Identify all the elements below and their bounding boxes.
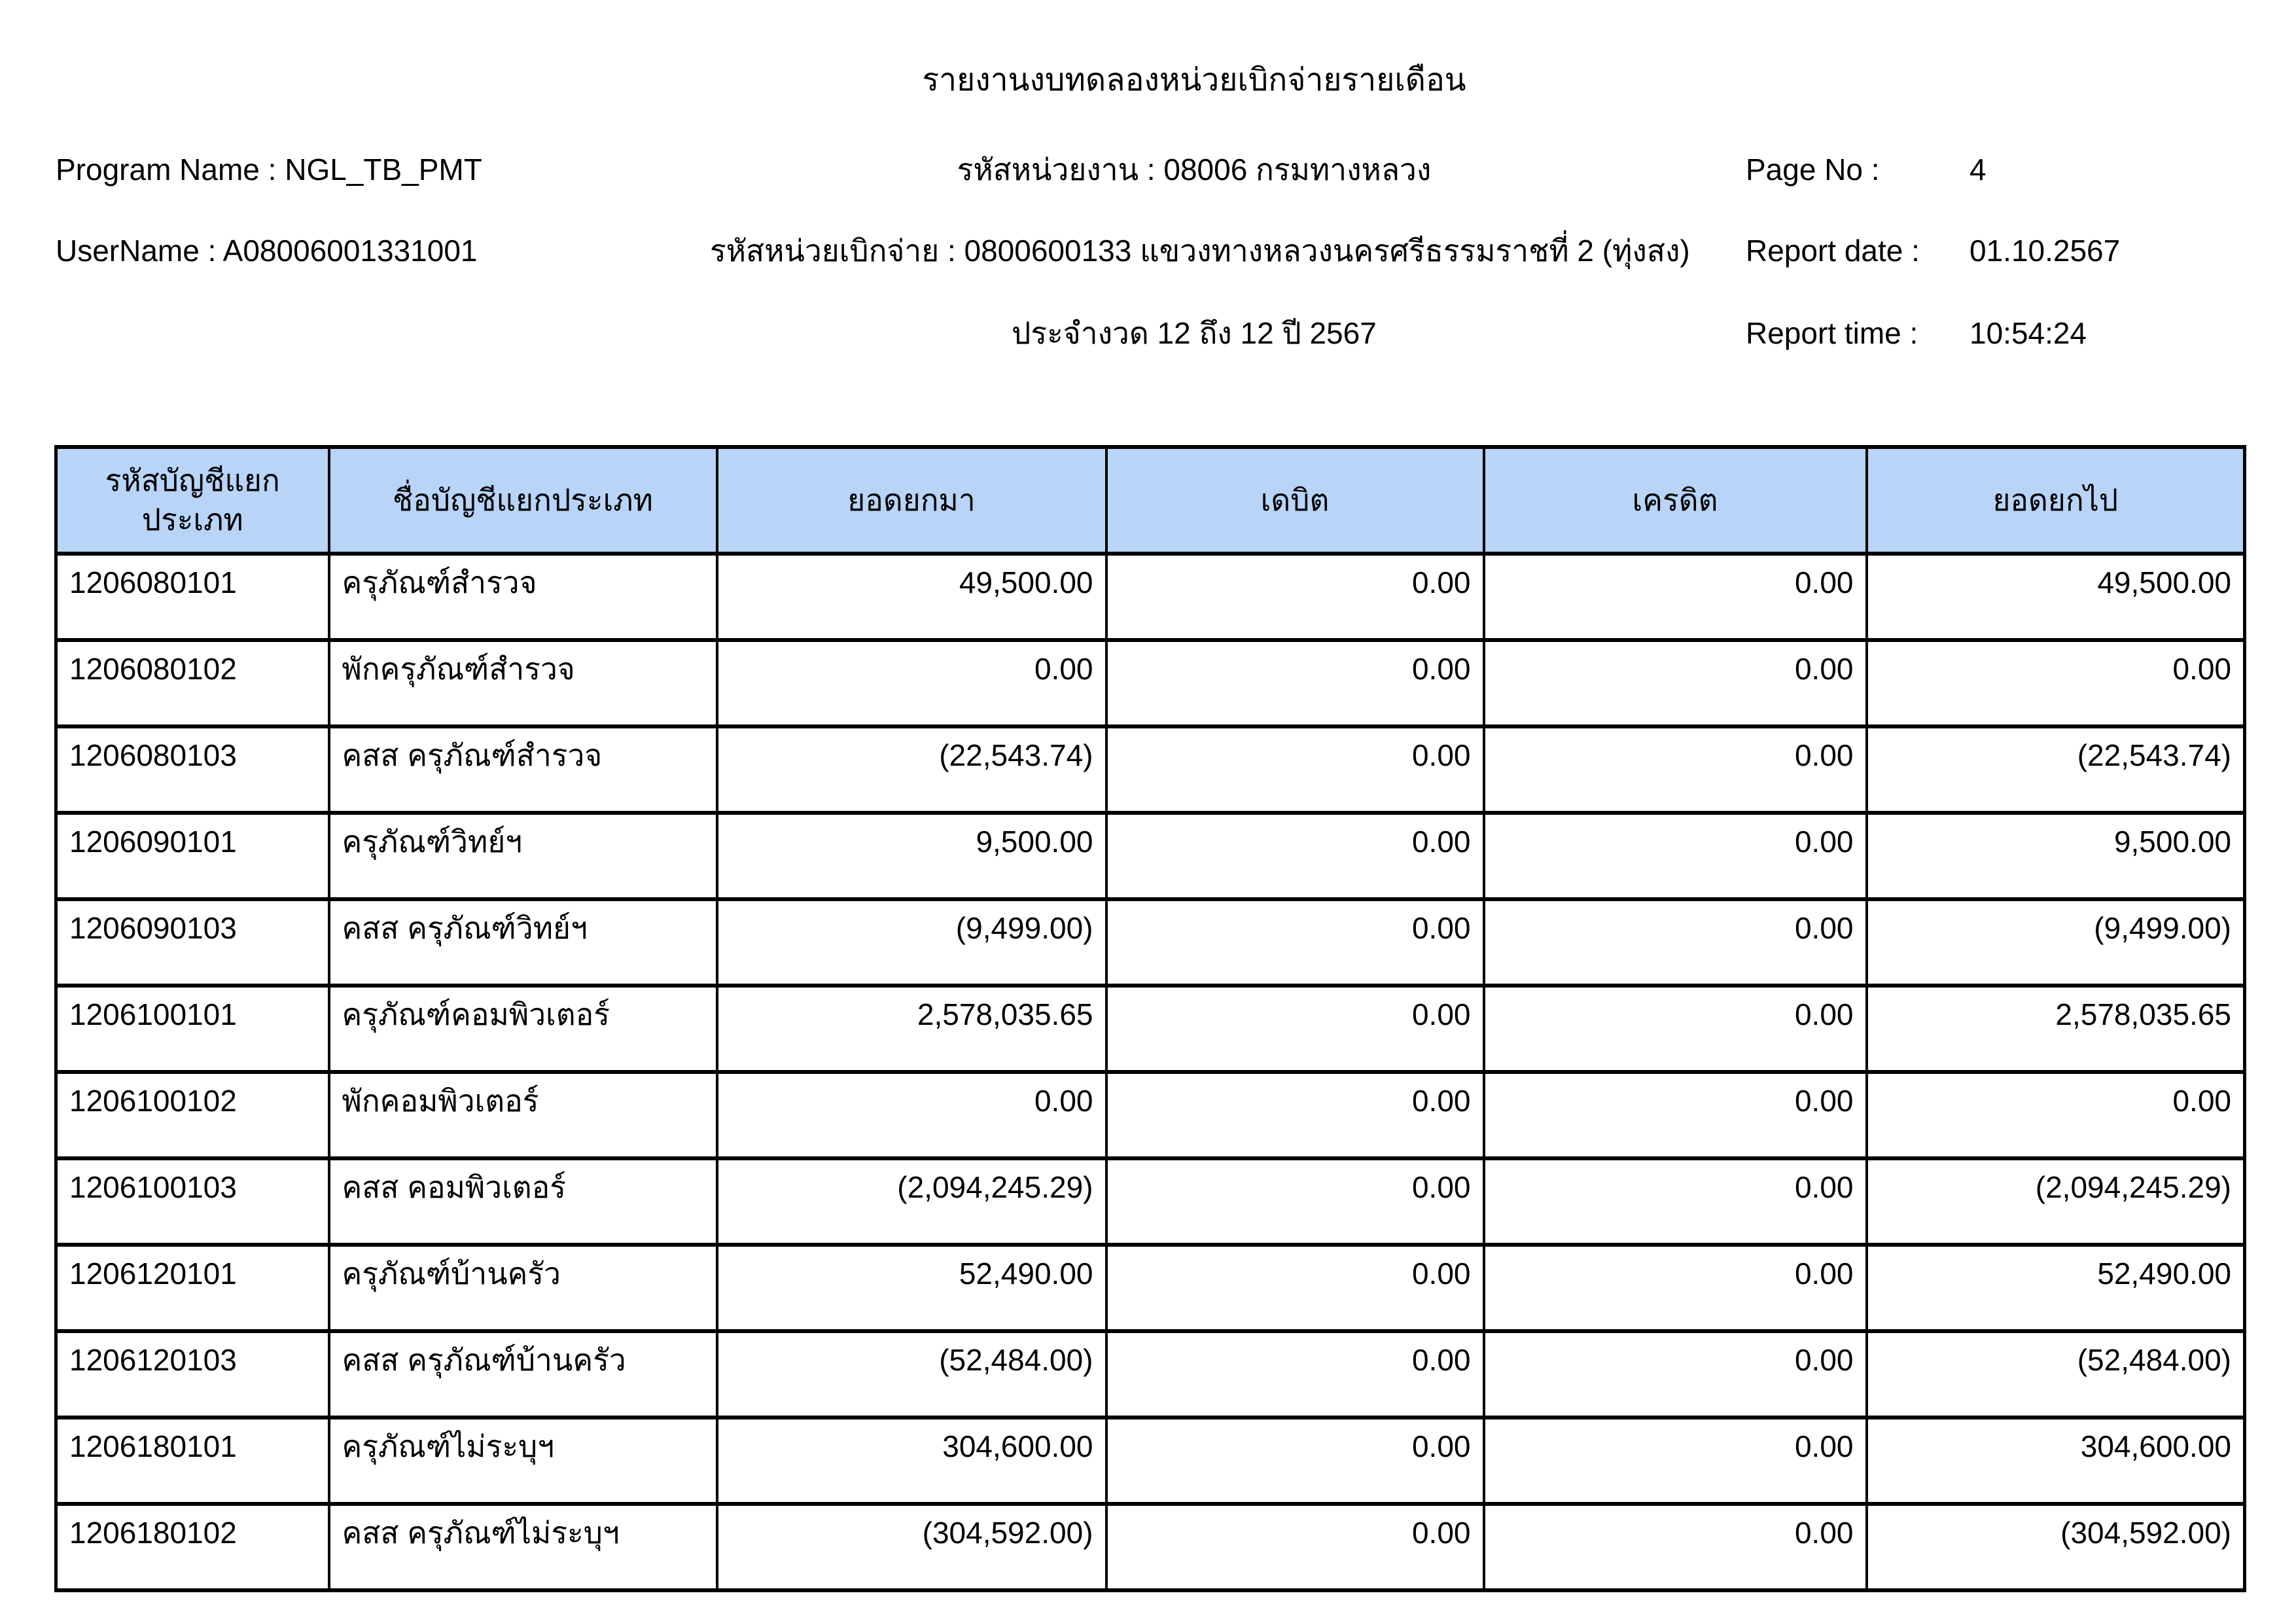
cell-credit: 0.00	[1484, 986, 1867, 1072]
cell-account-code: 1206180101	[56, 1418, 329, 1504]
period-line: ประจำงวด 12 ถึง 12 ปี 2567	[1012, 316, 1377, 350]
report-time-label: Report time :	[1746, 316, 1918, 350]
cell-credit: 0.00	[1484, 640, 1867, 726]
cell-account-name: คสส ครุภัณฑ์สำรวจ	[329, 726, 717, 813]
cell-opening-balance: 0.00	[717, 1072, 1106, 1158]
report-date-label: Report date :	[1746, 234, 1920, 268]
cell-account-name: ครุภัณฑ์สำรวจ	[329, 554, 717, 640]
cell-opening-balance: 9,500.00	[717, 813, 1106, 899]
table-header-row	[56, 447, 2245, 554]
page-no-value: 4	[1969, 152, 1987, 187]
column-header: เครดิต	[1484, 447, 1867, 554]
table-row	[56, 1418, 2245, 1504]
cell-opening-balance: (304,592.00)	[717, 1504, 1106, 1590]
username-value: A08006001331001	[222, 234, 478, 268]
table-body	[56, 554, 2245, 1590]
column-header: ยอดยกมา	[717, 447, 1106, 554]
cell-credit: 0.00	[1484, 813, 1867, 899]
cell-credit: 0.00	[1484, 554, 1867, 640]
cell-closing-balance: 304,600.00	[1867, 1418, 2245, 1504]
cell-account-name: ครุภัณฑ์บ้านครัว	[329, 1245, 717, 1331]
cell-debit: 0.00	[1106, 726, 1484, 813]
cell-opening-balance: (22,543.74)	[717, 726, 1106, 813]
table-row	[56, 1158, 2245, 1245]
report-title: รายงานงบทดลองหน่วยเบิกจ่ายรายเดือน	[922, 63, 1466, 98]
cell-account-code: 1206120103	[56, 1331, 329, 1418]
cell-debit: 0.00	[1106, 986, 1484, 1072]
cell-opening-balance: 52,490.00	[717, 1245, 1106, 1331]
column-header: เดบิต	[1106, 447, 1484, 554]
cell-debit: 0.00	[1106, 640, 1484, 726]
cell-debit: 0.00	[1106, 1245, 1484, 1331]
cell-debit: 0.00	[1106, 899, 1484, 986]
table-row	[56, 726, 2245, 813]
cell-debit: 0.00	[1106, 1331, 1484, 1418]
table-row	[56, 813, 2245, 899]
username-label: UserName :	[56, 234, 217, 268]
cell-account-code: 1206090103	[56, 899, 329, 986]
program-name-label: Program Name :	[56, 152, 277, 187]
report-date-value: 01.10.2567	[1969, 234, 2121, 268]
cell-closing-balance: 0.00	[1867, 640, 2245, 726]
table-row	[56, 986, 2245, 1072]
cell-closing-balance: (22,543.74)	[1867, 726, 2245, 813]
cell-closing-balance: (2,094,245.29)	[1867, 1158, 2245, 1245]
cell-credit: 0.00	[1484, 1072, 1867, 1158]
table-row	[56, 899, 2245, 986]
cell-closing-balance: 52,490.00	[1867, 1245, 2245, 1331]
cell-account-code: 1206100103	[56, 1158, 329, 1245]
cell-debit: 0.00	[1106, 1072, 1484, 1158]
table-row	[56, 1331, 2245, 1418]
cell-closing-balance: 0.00	[1867, 1072, 2245, 1158]
column-header: รหัสบัญชีแยกประเภท	[56, 447, 329, 554]
program-name-line	[56, 151, 482, 190]
cell-account-code: 1206180102	[56, 1504, 329, 1590]
cell-credit: 0.00	[1484, 1158, 1867, 1245]
cell-closing-balance: 2,578,035.65	[1867, 986, 2245, 1072]
cell-account-name: ครุภัณฑ์คอมพิวเตอร์	[329, 986, 717, 1072]
cell-account-code: 1206080103	[56, 726, 329, 813]
username-line	[56, 232, 477, 271]
cell-opening-balance: (2,094,245.29)	[717, 1158, 1106, 1245]
cell-closing-balance: 9,500.00	[1867, 813, 2245, 899]
table-row	[56, 1072, 2245, 1158]
cell-opening-balance: 49,500.00	[717, 554, 1106, 640]
cell-opening-balance: (52,484.00)	[717, 1331, 1106, 1418]
cell-account-name: คสส ครุภัณฑ์ไม่ระบุฯ	[329, 1504, 717, 1590]
cell-account-name: คสส ครุภัณฑ์วิทย์ฯ	[329, 899, 717, 986]
cell-account-code: 1206080101	[56, 554, 329, 640]
cell-closing-balance: (304,592.00)	[1867, 1504, 2245, 1590]
cell-opening-balance: (9,499.00)	[717, 899, 1106, 986]
cell-opening-balance: 2,578,035.65	[717, 986, 1106, 1072]
cell-account-code: 1206080102	[56, 640, 329, 726]
cell-credit: 0.00	[1484, 1245, 1867, 1331]
cell-debit: 0.00	[1106, 1418, 1484, 1504]
trial-balance-table	[54, 445, 2246, 1592]
cell-account-code: 1206100101	[56, 986, 329, 1072]
disbursement-unit-line: รหัสหน่วยเบิกจ่าย : 0800600133 แขวงทางหลวงนครศรีธรรมราชที่ 2 (ทุ่งสง)	[710, 234, 1690, 268]
column-header: ยอดยกไป	[1867, 447, 2245, 554]
cell-credit: 0.00	[1484, 1504, 1867, 1590]
cell-account-code: 1206100102	[56, 1072, 329, 1158]
cell-account-name: คสส ครุภัณฑ์บ้านครัว	[329, 1331, 717, 1418]
cell-account-code: 1206090101	[56, 813, 329, 899]
cell-closing-balance: (9,499.00)	[1867, 899, 2245, 986]
cell-account-name: พักคอมพิวเตอร์	[329, 1072, 717, 1158]
table-row	[56, 1504, 2245, 1590]
cell-account-name: ครุภัณฑ์ไม่ระบุฯ	[329, 1418, 717, 1504]
cell-debit: 0.00	[1106, 554, 1484, 640]
cell-opening-balance: 304,600.00	[717, 1418, 1106, 1504]
cell-closing-balance: (52,484.00)	[1867, 1331, 2245, 1418]
column-header: ชื่อบัญชีแยกประเภท	[329, 447, 717, 554]
cell-credit: 0.00	[1484, 726, 1867, 813]
page-no-label: Page No :	[1746, 152, 1880, 187]
table-row	[56, 1245, 2245, 1331]
cell-debit: 0.00	[1106, 1158, 1484, 1245]
table-row	[56, 554, 2245, 640]
agency-code-line: รหัสหน่วยงาน : 08006 กรมทางหลวง	[957, 152, 1432, 187]
cell-account-name: พักครุภัณฑ์สำรวจ	[329, 640, 717, 726]
cell-credit: 0.00	[1484, 899, 1867, 986]
table-row	[56, 640, 2245, 726]
cell-debit: 0.00	[1106, 1504, 1484, 1590]
report-time-value: 10:54:24	[1969, 316, 2087, 350]
cell-account-name: ครุภัณฑ์วิทย์ฯ	[329, 813, 717, 899]
cell-closing-balance: 49,500.00	[1867, 554, 2245, 640]
cell-credit: 0.00	[1484, 1331, 1867, 1418]
program-name-value: NGL_TB_PMT	[285, 152, 482, 187]
cell-credit: 0.00	[1484, 1418, 1867, 1504]
cell-opening-balance: 0.00	[717, 640, 1106, 726]
cell-account-name: คสส คอมพิวเตอร์	[329, 1158, 717, 1245]
cell-debit: 0.00	[1106, 813, 1484, 899]
cell-account-code: 1206120101	[56, 1245, 329, 1331]
